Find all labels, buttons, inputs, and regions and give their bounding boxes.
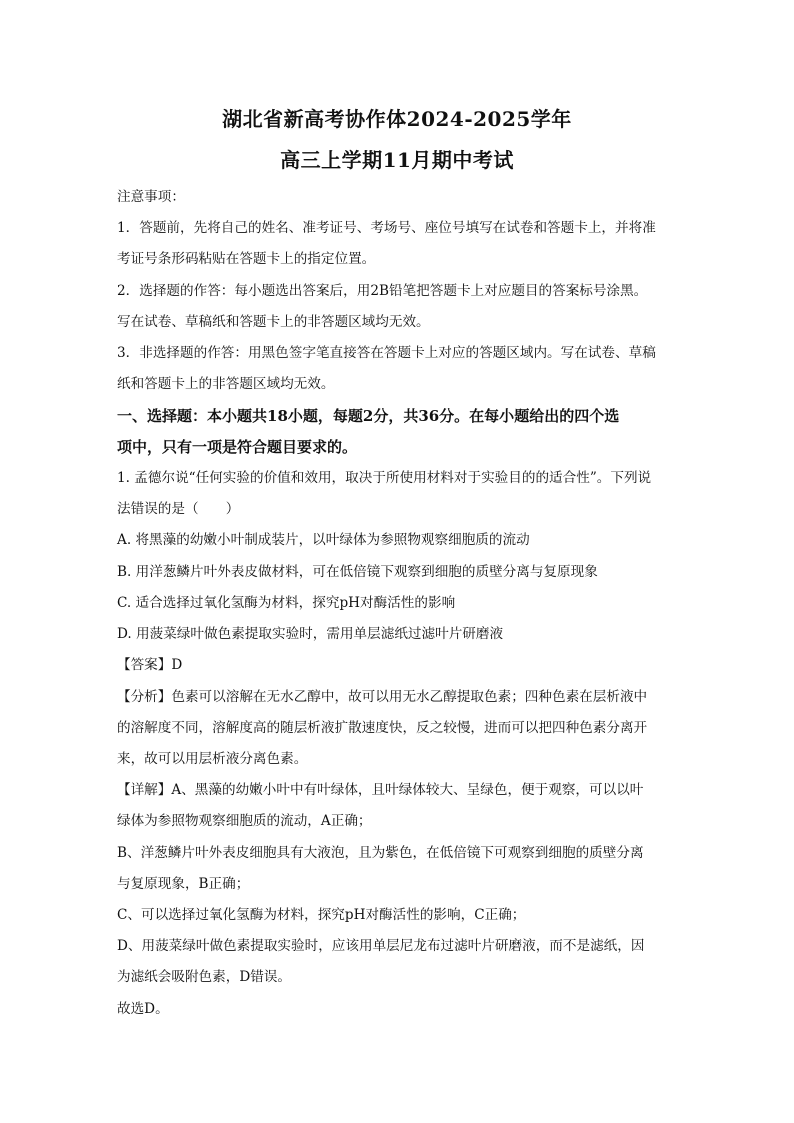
detail-cont-4: C、可以选择过氧化氢酶为材料，探究pH对酶活性的影响，C正确； xyxy=(117,907,526,923)
section-heading: 一、选择题：本小题共18小题，每题2分，共36分。在每小题给出的四个选 xyxy=(117,407,620,425)
detail-cont-5: D、用菠菜绿叶做色素提取实验时，应该用单层尼龙布过滤叶片研磨液，而不是滤纸，因 xyxy=(117,938,645,954)
note-item-3: 3．非选择题的作答：用黑色签字笔直接答在答题卡上对应的答题区域内。写在试卷、草稿 xyxy=(117,345,656,361)
detail-cont-2: B、洋葱鳞片叶外表皮细胞具有大液泡，且为紫色，在低倍镜下可观察到细胞的质壁分离 xyxy=(117,845,644,861)
option-d: D. 用菠菜绿叶做色素提取实验时，需用单层滤纸过滤叶片研磨液 xyxy=(117,626,504,642)
section-heading-cont: 项中，只有一项是符合题目要求的。 xyxy=(117,438,358,456)
exam-subtitle: 高三上学期11月期中考试 xyxy=(280,148,514,172)
detail: 【详解】A、黑藻的幼嫩小叶中有叶绿体，且叶绿体较大、呈绿色，便于观察，可以以叶 xyxy=(117,782,644,798)
option-a: A. 将黑藻的幼嫩小叶制成装片，以叶绿体为参照物观察细胞质的流动 xyxy=(117,532,530,548)
analysis: 【分析】色素可以溶解在无水乙醇中，故可以用无水乙醇提取色素；四种色素在层析液中 xyxy=(117,689,648,705)
question-stem: 1. 孟德尔说“任何实验的价值和效用，取决于所使用材料对于实验目的的适合性”。下列说 xyxy=(117,470,652,486)
note-item-3-cont: 纸和答题卡上的非答题区域均无效。 xyxy=(117,376,335,392)
note-item-1-cont: 考证号条形码粘贴在答题卡上的指定位置。 xyxy=(117,251,376,267)
detail-cont-3: 与复原现象，B正确； xyxy=(117,876,250,892)
conclusion: 故选D。 xyxy=(117,1001,169,1017)
analysis-cont-2: 来，故可以用层析液分离色素。 xyxy=(117,751,308,767)
note-item-2: 2．选择题的作答：每小题选出答案后，用2B铅笔把答题卡上对应题目的答案标号涂黑。 xyxy=(117,283,648,299)
option-b: B. 用洋葱鳞片叶外表皮做材料，可在低倍镜下观察到细胞的质壁分离与复原现象 xyxy=(117,564,598,580)
note-item-2-cont: 写在试卷、草稿纸和答题卡上的非答题区域均无效。 xyxy=(117,314,430,330)
note-item-1: 1．答题前，先将自己的姓名、准考证号、考场号、座位号填写在试卷和答题卡上，并将准 xyxy=(117,220,656,236)
analysis-cont-1: 的溶解度不同，溶解度高的随层析液扩散速度快，反之较慢，进而可以把四种色素分离开 xyxy=(117,720,648,736)
question-stem-cont: 法错误的是（ ） xyxy=(117,501,240,517)
notes-heading: 注意事项： xyxy=(117,189,185,205)
detail-cont-6: 为滤纸会吸附色素，D错误。 xyxy=(117,969,292,985)
answer: 【答案】D xyxy=(117,657,183,673)
option-c: C. 适合选择过氧化氢酶为材料，探究pH对酶活性的影响 xyxy=(117,595,456,611)
detail-cont-1: 绿体为参照物观察细胞质的流动，A正确； xyxy=(117,813,372,829)
exam-title: 湖北省新高考协作体2024-2025学年 xyxy=(222,107,572,131)
